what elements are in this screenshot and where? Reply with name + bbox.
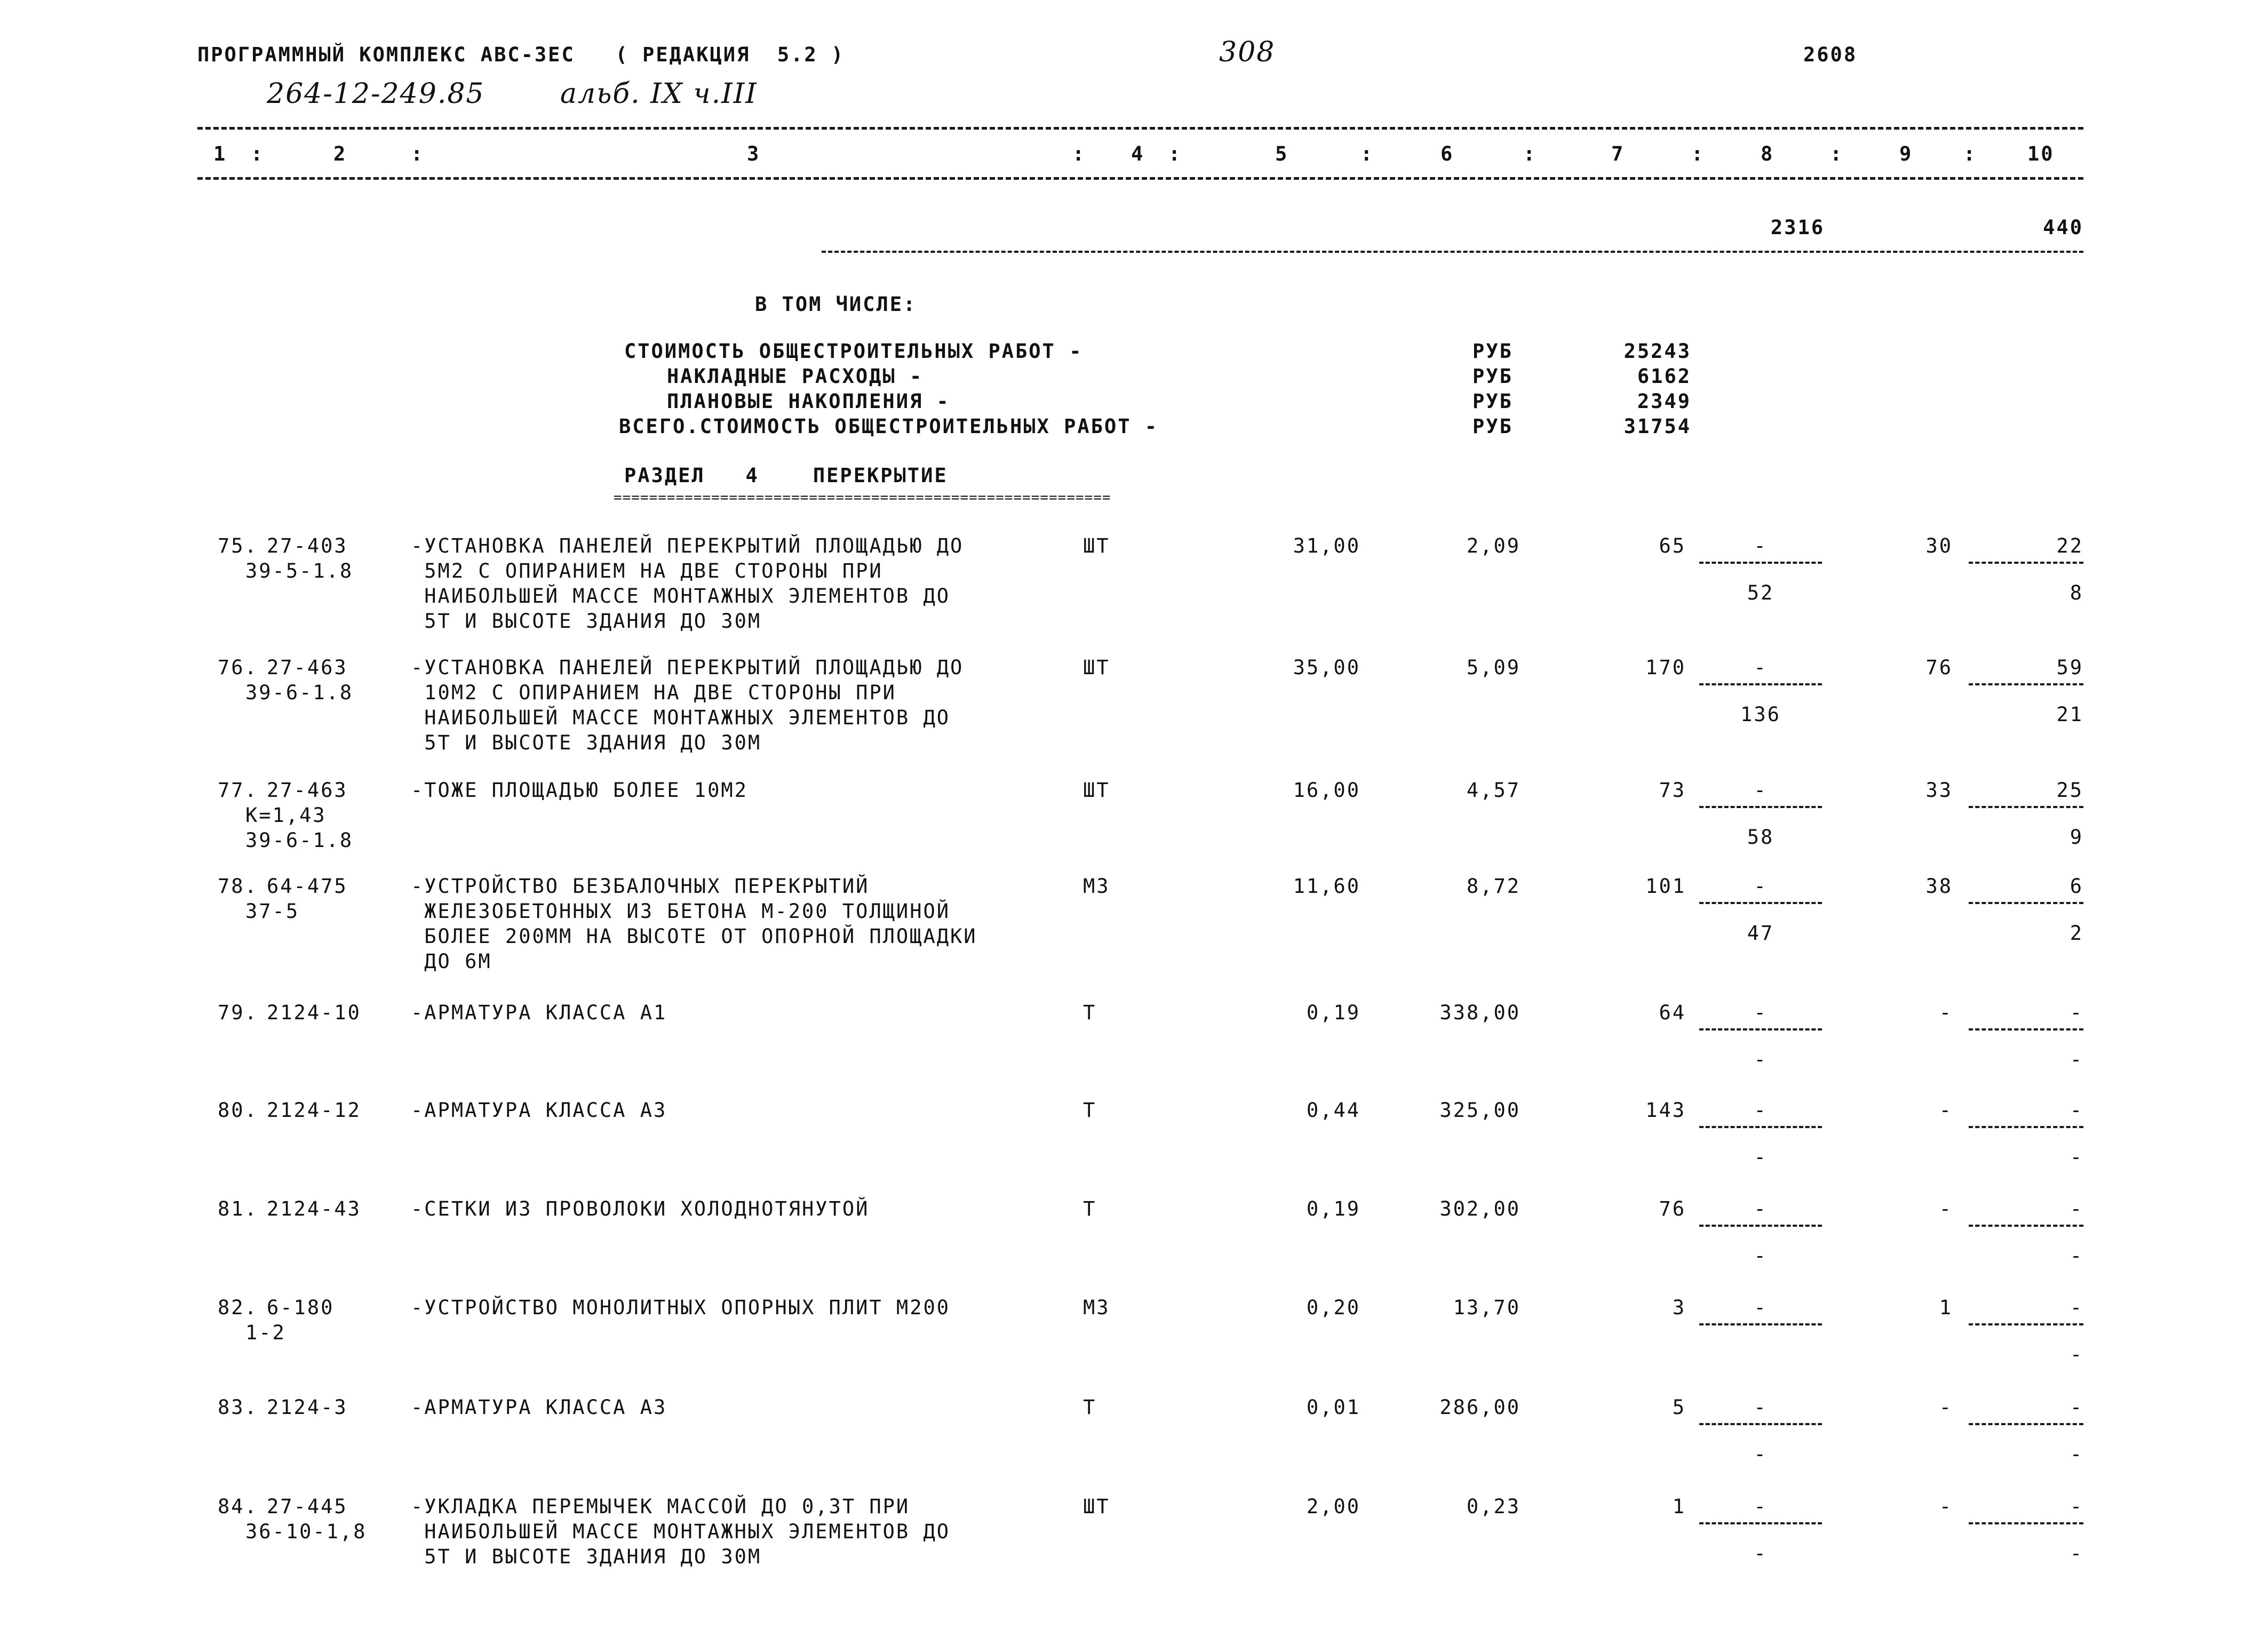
item-description: 10М2 С ОПИРАНИЕМ НА ДВЕ СТОРОНЫ ПРИ <box>411 681 896 704</box>
item-quantity: 0,19 <box>1306 1001 1360 1024</box>
item-col10-bottom: - <box>2070 1244 2083 1267</box>
item-col10-bottom: - <box>2070 1542 2083 1565</box>
item-description: -УСТРОЙСТВО МОНОЛИТНЫХ ОПОРНЫХ ПЛИТ М200 <box>411 1296 951 1319</box>
item-col10-top: - <box>2070 1396 2083 1419</box>
column-separator: : <box>251 142 265 165</box>
summary-heading: В ТОМ ЧИСЛЕ: <box>755 293 917 316</box>
item-total: 143 <box>1645 1099 1686 1122</box>
carry-over-col10: 440 <box>2043 216 2083 239</box>
item-col8-bottom: 47 <box>1747 922 1774 945</box>
item-number: 79. <box>218 1001 258 1024</box>
item-col8-top: - <box>1754 534 1768 557</box>
column-number: 1 <box>213 142 227 165</box>
item-col10-bottom: - <box>2070 1146 2083 1169</box>
item-description: 5Т И ВЫСОТЕ ЗДАНИЯ ДО 30М <box>411 1545 762 1568</box>
summary-unit: РУБ <box>1473 340 1513 363</box>
column-number: 10 <box>2027 142 2055 165</box>
item-col8-bottom: - <box>1754 1048 1768 1071</box>
summary-value: 6162 <box>1637 365 1691 388</box>
item-description: 5Т И ВЫСОТЕ ЗДАНИЯ ДО 30М <box>411 610 762 633</box>
item-col8-bottom: 52 <box>1747 581 1774 604</box>
column-separator: : <box>1523 142 1537 165</box>
column-separator: : <box>1168 142 1182 165</box>
item-total: 5 <box>1672 1396 1686 1419</box>
item-col9: 1 <box>1939 1296 1953 1319</box>
item-code: 36-10-1,8 <box>245 1520 367 1543</box>
item-col10-top: - <box>2070 1001 2083 1024</box>
item-description: -АРМАТУРА КЛАССА А3 <box>411 1396 667 1419</box>
item-quantity: 11,60 <box>1293 875 1360 898</box>
item-unit: ШТ <box>1083 779 1110 802</box>
item-col8-rule <box>1699 1126 1822 1128</box>
column-separator: : <box>1072 142 1086 165</box>
item-col10-rule <box>1969 1522 2083 1524</box>
item-description: -ТОЖЕ ПЛОЩАДЬЮ БОЛЕЕ 10М2 <box>411 779 748 802</box>
summary-unit: РУБ <box>1473 390 1513 413</box>
item-col8-rule <box>1699 1423 1822 1425</box>
item-col8-bottom: - <box>1754 1542 1768 1565</box>
item-total: 76 <box>1659 1197 1686 1220</box>
item-code: 1-2 <box>245 1321 286 1344</box>
item-quantity: 16,00 <box>1293 779 1360 802</box>
item-col8-top: - <box>1754 656 1768 679</box>
item-col10-top: 25 <box>2056 779 2083 802</box>
item-col8-top: - <box>1754 1396 1768 1419</box>
item-col8-bottom: - <box>1754 1146 1768 1169</box>
item-col10-top: - <box>2070 1099 2083 1122</box>
item-col10-rule <box>1969 1225 2083 1227</box>
item-description: -УСТРОЙСТВО БЕЗБАЛОЧНЫХ ПЕРЕКРЫТИЙ <box>411 875 870 898</box>
item-quantity: 31,00 <box>1293 534 1360 557</box>
column-number: 4 <box>1131 142 1145 165</box>
item-col8-rule <box>1699 562 1822 564</box>
item-unit: М3 <box>1083 875 1110 898</box>
item-code: 2124-43 <box>267 1197 361 1220</box>
item-unit: Т <box>1083 1197 1097 1220</box>
summary-unit: РУБ <box>1473 365 1513 388</box>
item-col8-top: - <box>1754 779 1768 802</box>
item-description: НАИБОЛЬШЕЙ МАССЕ МОНТАЖНЫХ ЭЛЕМЕНТОВ ДО <box>411 1520 951 1543</box>
item-unit-price: 4,57 <box>1466 779 1521 802</box>
item-col9: 30 <box>1925 534 1953 557</box>
item-description: -АРМАТУРА КЛАССА А3 <box>411 1099 667 1122</box>
item-col10-bottom: - <box>2070 1048 2083 1071</box>
column-number: 9 <box>1899 142 1913 165</box>
item-col10-top: 6 <box>2070 875 2083 898</box>
item-col10-rule <box>1969 562 2083 564</box>
item-col9: 33 <box>1925 779 1953 802</box>
column-separator: : <box>1830 142 1844 165</box>
item-col10-bottom: 9 <box>2070 826 2083 849</box>
column-header-bottom-rule <box>197 177 2083 180</box>
item-code: 6-180 <box>267 1296 335 1319</box>
item-col8-bottom: 136 <box>1740 703 1781 726</box>
item-unit: ШТ <box>1083 1495 1110 1518</box>
item-code: 2124-3 <box>267 1396 348 1419</box>
item-col8-rule <box>1699 1323 1822 1325</box>
item-col10-rule <box>1969 1323 2083 1325</box>
item-description: -СЕТКИ ИЗ ПРОВОЛОКИ ХОЛОДНОТЯНУТОЙ <box>411 1197 870 1220</box>
item-code: 27-463 <box>267 779 348 802</box>
sheet-number: 2608 <box>1803 43 1858 66</box>
item-unit: Т <box>1083 1099 1097 1122</box>
item-total: 170 <box>1645 656 1686 679</box>
item-total: 3 <box>1672 1296 1686 1319</box>
item-description: БОЛЕЕ 200ММ НА ВЫСОТЕ ОТ ОПОРНОЙ ПЛОЩАДКИ <box>411 925 977 948</box>
summary-label: ВСЕГО.СТОИМОСТЬ ОБЩЕСТРОИТЕЛЬНЫХ РАБОТ - <box>619 415 1159 438</box>
item-quantity: 0,44 <box>1306 1099 1360 1122</box>
item-number: 76. <box>218 656 258 679</box>
item-col8-bottom: 58 <box>1747 826 1774 849</box>
item-col8-top: - <box>1754 1495 1768 1518</box>
item-total: 73 <box>1659 779 1686 802</box>
item-unit-price: 338,00 <box>1439 1001 1521 1024</box>
item-col8-rule <box>1699 683 1822 685</box>
item-col10-rule <box>1969 902 2083 904</box>
item-col8-top: - <box>1754 875 1768 898</box>
item-code: 27-403 <box>267 534 348 557</box>
item-col9: - <box>1939 1495 1953 1518</box>
page-number-handwritten: 308 <box>1219 36 1276 68</box>
program-title: ПРОГРАММНЫЙ КОМПЛЕКС АВС-3ЕС ( РЕДАКЦИЯ 5.2 ) <box>197 43 845 66</box>
column-separator: : <box>1360 142 1374 165</box>
item-description: -УСТАНОВКА ПАНЕЛЕЙ ПЕРЕКРЫТИЙ ПЛОЩАДЬЮ ДО <box>411 534 964 557</box>
item-quantity: 2,00 <box>1306 1495 1360 1518</box>
item-col10-top: 59 <box>2056 656 2083 679</box>
column-separator: : <box>1691 142 1705 165</box>
item-col8-top: - <box>1754 1197 1768 1220</box>
item-description: 5М2 С ОПИРАНИЕМ НА ДВЕ СТОРОНЫ ПРИ <box>411 560 883 582</box>
item-description: 5Т И ВЫСОТЕ ЗДАНИЯ ДО 30М <box>411 731 762 754</box>
item-number: 75. <box>218 534 258 557</box>
item-col9: - <box>1939 1099 1953 1122</box>
summary-value: 31754 <box>1624 415 1691 438</box>
item-code: 37-5 <box>245 900 300 923</box>
item-quantity: 0,01 <box>1306 1396 1360 1419</box>
item-col8-rule <box>1699 902 1822 904</box>
item-col10-bottom: - <box>2070 1443 2083 1466</box>
item-number: 83. <box>218 1396 258 1419</box>
item-code: 27-463 <box>267 656 348 679</box>
summary-value: 25243 <box>1624 340 1691 363</box>
item-number: 80. <box>218 1099 258 1122</box>
summary-value: 2349 <box>1637 390 1691 413</box>
item-code: 2124-12 <box>267 1099 361 1122</box>
item-number: 81. <box>218 1197 258 1220</box>
item-col8-top: - <box>1754 1296 1768 1319</box>
item-total: 65 <box>1659 534 1686 557</box>
item-description: -УКЛАДКА ПЕРЕМЫЧЕК МАССОЙ ДО 0,3Т ПРИ <box>411 1495 910 1518</box>
item-col10-rule <box>1969 683 2083 685</box>
item-col9: 38 <box>1925 875 1953 898</box>
item-col8-rule <box>1699 1225 1822 1227</box>
item-col9: 76 <box>1925 656 1953 679</box>
item-col9: - <box>1939 1197 1953 1220</box>
item-col8-bottom: - <box>1754 1443 1768 1466</box>
item-unit-price: 286,00 <box>1439 1396 1521 1419</box>
doc-code-handwritten: 264-12-249.85 <box>267 78 485 110</box>
item-description: НАИБОЛЬШЕЙ МАССЕ МОНТАЖНЫХ ЭЛЕМЕНТОВ ДО <box>411 706 951 729</box>
item-col10-top: 22 <box>2056 534 2083 557</box>
item-unit-price: 302,00 <box>1439 1197 1521 1220</box>
item-quantity: 0,19 <box>1306 1197 1360 1220</box>
item-quantity: 0,20 <box>1306 1296 1360 1319</box>
item-description: -УСТАНОВКА ПАНЕЛЕЙ ПЕРЕКРЫТИЙ ПЛОЩАДЬЮ ДО <box>411 656 964 679</box>
item-col8-rule <box>1699 806 1822 808</box>
column-number: 2 <box>333 142 347 165</box>
item-quantity: 35,00 <box>1293 656 1360 679</box>
column-number: 8 <box>1761 142 1774 165</box>
item-code: 39-6-1.8 <box>245 829 354 852</box>
column-separator: : <box>1963 142 1977 165</box>
item-number: 82. <box>218 1296 258 1319</box>
summary-label: НАКЛАДНЫЕ РАСХОДЫ - <box>667 365 924 388</box>
item-unit-price: 2,09 <box>1466 534 1521 557</box>
item-col10-rule <box>1969 1028 2083 1030</box>
item-col10-rule <box>1969 1126 2083 1128</box>
item-description: НАИБОЛЬШЕЙ МАССЕ МОНТАЖНЫХ ЭЛЕМЕНТОВ ДО <box>411 585 951 608</box>
item-col8-top: - <box>1754 1001 1768 1024</box>
item-total: 101 <box>1645 875 1686 898</box>
item-number: 78. <box>218 875 258 898</box>
item-description: ЖЕЛЕЗОБЕТОННЫХ ИЗ БЕТОНА М-200 ТОЛЩИНОЙ <box>411 900 951 923</box>
item-col10-top: - <box>2070 1296 2083 1319</box>
item-code: 39-5-1.8 <box>245 560 354 582</box>
item-col9: - <box>1939 1396 1953 1419</box>
item-col8-bottom: - <box>1754 1244 1768 1267</box>
item-col10-top: - <box>2070 1197 2083 1220</box>
item-code: К=1,43 <box>245 804 327 827</box>
item-col10-bottom: 8 <box>2070 581 2083 604</box>
item-code: 27-445 <box>267 1495 348 1518</box>
album-handwritten: альб. IX ч.III <box>560 78 758 110</box>
column-number: 5 <box>1275 142 1289 165</box>
column-separator: : <box>411 142 425 165</box>
item-code: 2124-10 <box>267 1001 361 1024</box>
item-unit-price: 5,09 <box>1466 656 1521 679</box>
column-number: 3 <box>747 142 761 165</box>
carry-over-rule <box>822 251 2083 253</box>
item-col10-bottom: - <box>2070 1343 2083 1366</box>
item-unit: Т <box>1083 1396 1097 1419</box>
item-unit-price: 13,70 <box>1453 1296 1521 1319</box>
column-header-top-rule <box>197 127 2083 130</box>
item-unit-price: 8,72 <box>1466 875 1521 898</box>
item-description: -АРМАТУРА КЛАССА А1 <box>411 1001 667 1024</box>
item-col10-bottom: 21 <box>2056 703 2083 726</box>
item-description: ДО 6М <box>411 950 492 973</box>
item-number: 77. <box>218 779 258 802</box>
item-number: 84. <box>218 1495 258 1518</box>
item-unit: М3 <box>1083 1296 1110 1319</box>
item-unit-price: 325,00 <box>1439 1099 1521 1122</box>
item-unit: ШТ <box>1083 656 1110 679</box>
item-col8-top: - <box>1754 1099 1768 1122</box>
item-col8-rule <box>1699 1028 1822 1030</box>
item-unit: ШТ <box>1083 534 1110 557</box>
item-code: 64-475 <box>267 875 348 898</box>
item-col10-rule <box>1969 806 2083 808</box>
item-code: 39-6-1.8 <box>245 681 354 704</box>
carry-over-col8: 2316 <box>1770 216 1825 239</box>
item-col10-top: - <box>2070 1495 2083 1518</box>
item-unit: Т <box>1083 1001 1097 1024</box>
item-total: 1 <box>1672 1495 1686 1518</box>
item-col9: - <box>1939 1001 1953 1024</box>
item-total: 64 <box>1659 1001 1686 1024</box>
column-number: 7 <box>1611 142 1625 165</box>
section-underline: ======================================================== <box>614 490 1111 506</box>
item-col10-rule <box>1969 1423 2083 1425</box>
item-col8-rule <box>1699 1522 1822 1524</box>
item-unit-price: 0,23 <box>1466 1495 1521 1518</box>
summary-unit: РУБ <box>1473 415 1513 438</box>
summary-label: СТОИМОСТЬ ОБЩЕСТРОИТЕЛЬНЫХ РАБОТ - <box>624 340 1083 363</box>
item-col10-bottom: 2 <box>2070 922 2083 945</box>
summary-label: ПЛАНОВЫЕ НАКОПЛЕНИЯ - <box>667 390 950 413</box>
column-number: 6 <box>1441 142 1454 165</box>
section-title: РАЗДЕЛ 4 ПЕРЕКРЫТИЕ <box>624 464 948 487</box>
